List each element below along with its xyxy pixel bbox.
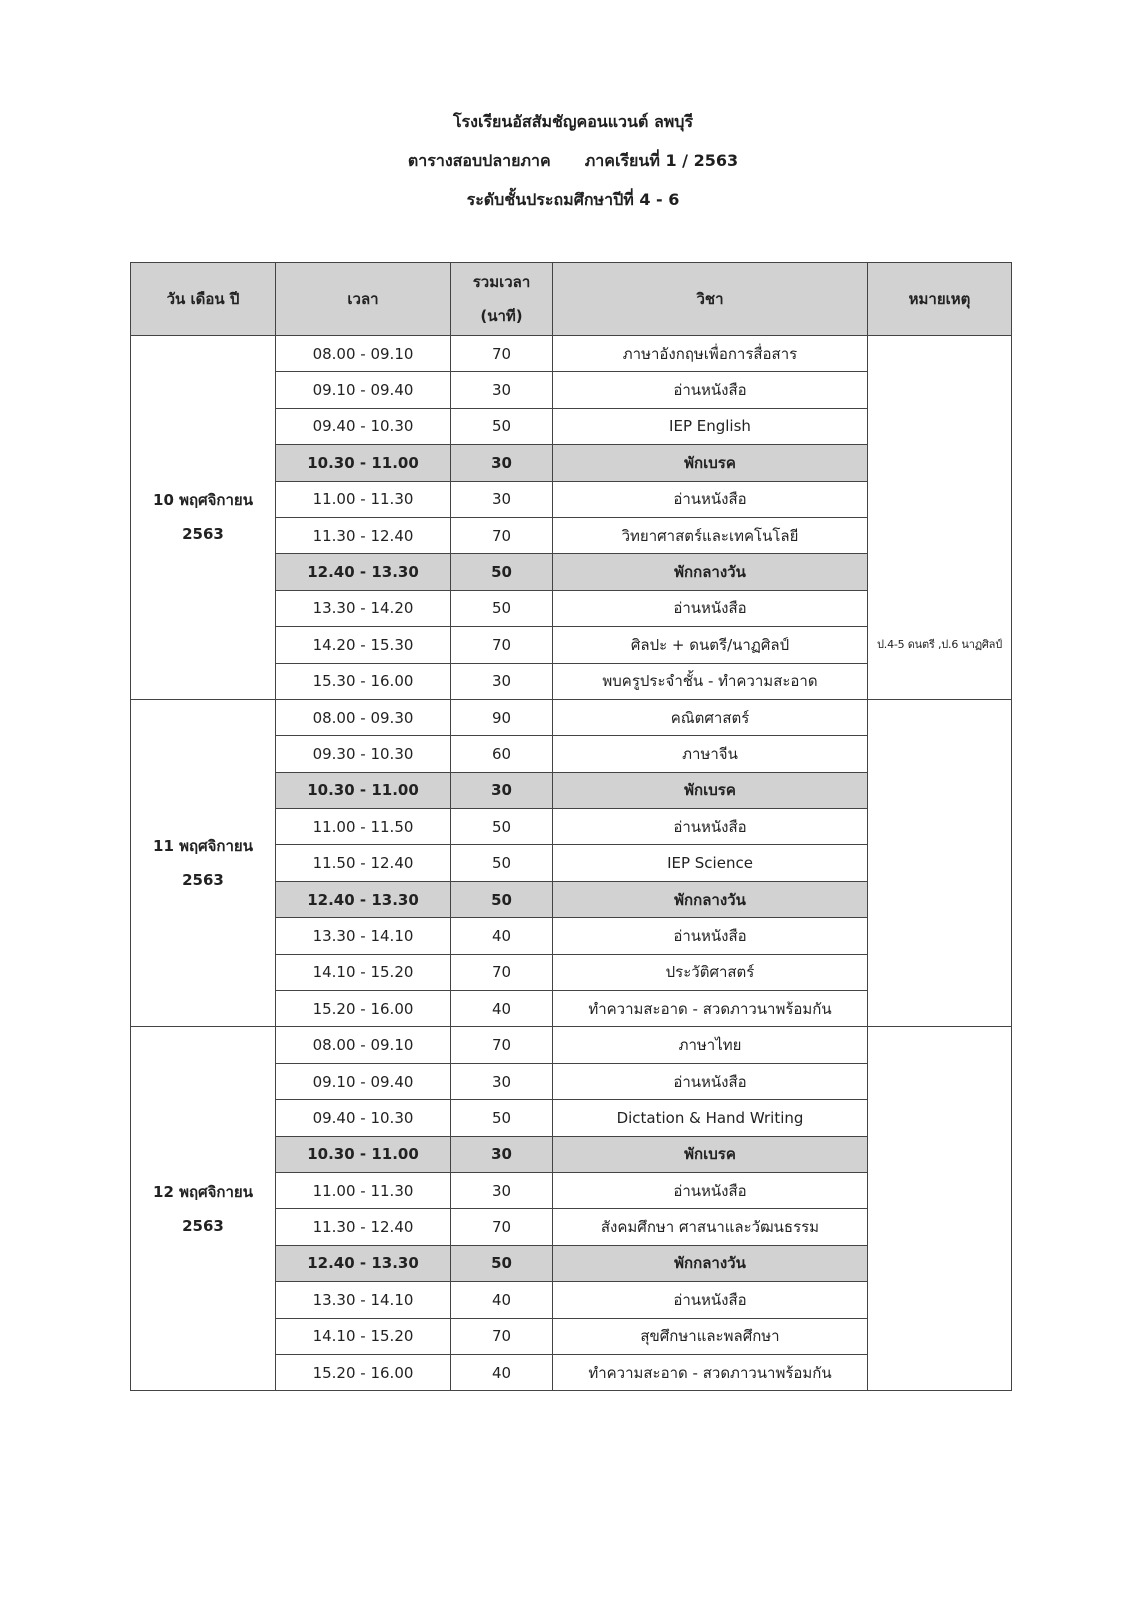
minutes-cell: 50 (451, 1100, 553, 1136)
minutes-cell: 70 (451, 1209, 553, 1245)
subject-cell: ประวัติศาสตร์ (553, 954, 868, 990)
time-cell: 09.40 - 10.30 (276, 1100, 451, 1136)
subject-cell: อ่านหนังสือ (553, 1063, 868, 1099)
subject-cell: อ่านหนังสือ (553, 1172, 868, 1208)
time-cell: 14.10 - 15.20 (276, 954, 451, 990)
time-cell: 13.30 - 14.10 (276, 918, 451, 954)
exam-date-cell (131, 699, 276, 1027)
time-cell: 11.30 - 12.40 (276, 1209, 451, 1245)
table-header-row (131, 263, 1012, 336)
minutes-cell: 70 (451, 517, 553, 553)
minutes-cell: 60 (451, 736, 553, 772)
minutes-cell: 30 (451, 1063, 553, 1099)
time-cell: 12.40 - 13.30 (276, 554, 451, 590)
note-cell (868, 336, 1012, 700)
subject-cell: Dictation & Hand Writing (553, 1100, 868, 1136)
minutes-cell: 40 (451, 1282, 553, 1318)
exam-date-cell (131, 336, 276, 700)
time-cell: 08.00 - 09.30 (276, 699, 451, 735)
exam-date-day-month: 11 พฤศจิกายน (153, 837, 253, 856)
subject-cell: พักกลางวัน (553, 1245, 868, 1281)
time-cell: 08.00 - 09.10 (276, 1027, 451, 1063)
subject-cell: สังคมศึกษา ศาสนาและวัฒนธรรม (553, 1209, 868, 1245)
note-cell (868, 699, 1012, 1027)
header-note: หมายเหตุ (868, 263, 1012, 336)
time-cell: 12.40 - 13.30 (276, 1245, 451, 1281)
header-subject: วิชา (553, 263, 868, 336)
header-minutes-line1: รวมเวลา (472, 273, 531, 291)
subject-cell: ภาษาจีน (553, 736, 868, 772)
subject-cell: อ่านหนังสือ (553, 481, 868, 517)
time-cell: 14.20 - 15.30 (276, 627, 451, 663)
time-cell: 11.00 - 11.50 (276, 809, 451, 845)
subject-cell: ทำความสะอาด - สวดภาวนาพร้อมกัน (553, 991, 868, 1027)
header-minutes (451, 263, 553, 336)
subject-cell: อ่านหนังสือ (553, 918, 868, 954)
time-cell: 15.30 - 16.00 (276, 663, 451, 699)
school-name: โรงเรียนอัสสัมชัญคอนแวนต์ ลพบุรี (452, 112, 694, 131)
exam-date-day-month: 10 พฤศจิกายน (153, 491, 253, 510)
time-cell: 09.40 - 10.30 (276, 408, 451, 444)
subject-cell: อ่านหนังสือ (553, 1282, 868, 1318)
subject-cell: IEP Science (553, 845, 868, 881)
header-minutes-line2: (นาที) (480, 307, 523, 325)
time-cell: 11.00 - 11.30 (276, 481, 451, 517)
exam-date-year: 2563 (182, 871, 224, 890)
note-text: ป.4-5 ดนตรี ,ป.6 นาฏศิลป์ (876, 637, 1002, 651)
time-cell: 13.30 - 14.10 (276, 1282, 451, 1318)
subject-cell: คณิตศาสตร์ (553, 699, 868, 735)
minutes-cell: 30 (451, 1136, 553, 1172)
subject-cell: พักกลางวัน (553, 881, 868, 917)
subject-cell: อ่านหนังสือ (553, 372, 868, 408)
subject-cell: สุขศึกษาและพลศึกษา (553, 1318, 868, 1354)
table-row (131, 336, 1012, 372)
subject-cell: ภาษาอังกฤษเพื่อการสื่อสาร (553, 336, 868, 372)
subject-cell: วิทยาศาสตร์และเทคโนโลยี (553, 517, 868, 553)
schedule-body (131, 336, 1012, 1391)
minutes-cell: 40 (451, 1354, 553, 1390)
time-cell: 10.30 - 11.00 (276, 445, 451, 481)
subject-cell: ทำความสะอาด - สวดภาวนาพร้อมกัน (553, 1354, 868, 1390)
time-cell: 09.30 - 10.30 (276, 736, 451, 772)
table-row (131, 699, 1012, 735)
exam-title: ตารางสอบปลายภาค (407, 151, 551, 170)
minutes-cell: 30 (451, 372, 553, 408)
minutes-cell: 30 (451, 1172, 553, 1208)
subject-cell: ภาษาไทย (553, 1027, 868, 1063)
subject-cell: พักเบรค (553, 1136, 868, 1172)
minutes-cell: 40 (451, 991, 553, 1027)
exam-date-year: 2563 (182, 525, 224, 544)
minutes-cell: 70 (451, 627, 553, 663)
term-label: ภาคเรียนที่ 1 / 2563 (584, 151, 739, 170)
minutes-cell: 90 (451, 699, 553, 735)
note-cell (868, 1027, 1012, 1391)
header-time: เวลา (276, 263, 451, 336)
minutes-cell: 70 (451, 1318, 553, 1354)
minutes-cell: 50 (451, 845, 553, 881)
subject-cell: พักเบรค (553, 445, 868, 481)
subject-cell: ศิลปะ + ดนตรี/นาฏศิลป์ (553, 627, 868, 663)
minutes-cell: 50 (451, 408, 553, 444)
exam-schedule-table (130, 262, 1012, 1391)
subject-cell: อ่านหนังสือ (553, 590, 868, 626)
minutes-cell: 70 (451, 954, 553, 990)
time-cell: 09.10 - 09.40 (276, 372, 451, 408)
minutes-cell: 50 (451, 809, 553, 845)
exam-date-year: 2563 (182, 1216, 224, 1235)
time-cell: 10.30 - 11.00 (276, 1136, 451, 1172)
subject-cell: พักเบรค (553, 772, 868, 808)
exam-date-cell (131, 1027, 276, 1391)
minutes-cell: 30 (451, 663, 553, 699)
minutes-cell: 40 (451, 918, 553, 954)
minutes-cell: 30 (451, 772, 553, 808)
minutes-cell: 50 (451, 881, 553, 917)
time-cell: 10.30 - 11.00 (276, 772, 451, 808)
time-cell: 13.30 - 14.20 (276, 590, 451, 626)
header-date: วัน เดือน ปี (131, 263, 276, 336)
time-cell: 11.00 - 11.30 (276, 1172, 451, 1208)
time-cell: 08.00 - 09.10 (276, 336, 451, 372)
subject-cell: อ่านหนังสือ (553, 809, 868, 845)
time-cell: 11.30 - 12.40 (276, 517, 451, 553)
minutes-cell: 70 (451, 1027, 553, 1063)
minutes-cell: 30 (451, 481, 553, 517)
time-cell: 09.10 - 09.40 (276, 1063, 451, 1099)
exam-title-line (8, 151, 1130, 171)
exam-date-day-month: 12 พฤศจิกายน (153, 1182, 253, 1201)
time-cell: 11.50 - 12.40 (276, 845, 451, 881)
subject-cell: พักกลางวัน (553, 554, 868, 590)
subject-cell: พบครูประจำชั้น - ทำความสะอาด (553, 663, 868, 699)
time-cell: 12.40 - 13.30 (276, 881, 451, 917)
time-cell: 15.20 - 16.00 (276, 1354, 451, 1390)
minutes-cell: 50 (451, 554, 553, 590)
time-cell: 15.20 - 16.00 (276, 991, 451, 1027)
grade-level: ระดับชั้นประถมศึกษาปีที่ 4 - 6 (466, 190, 680, 209)
time-cell: 14.10 - 15.20 (276, 1318, 451, 1354)
subject-cell: IEP English (553, 408, 868, 444)
minutes-cell: 30 (451, 445, 553, 481)
minutes-cell: 50 (451, 590, 553, 626)
minutes-cell: 70 (451, 336, 553, 372)
minutes-cell: 50 (451, 1245, 553, 1281)
table-row (131, 1027, 1012, 1063)
